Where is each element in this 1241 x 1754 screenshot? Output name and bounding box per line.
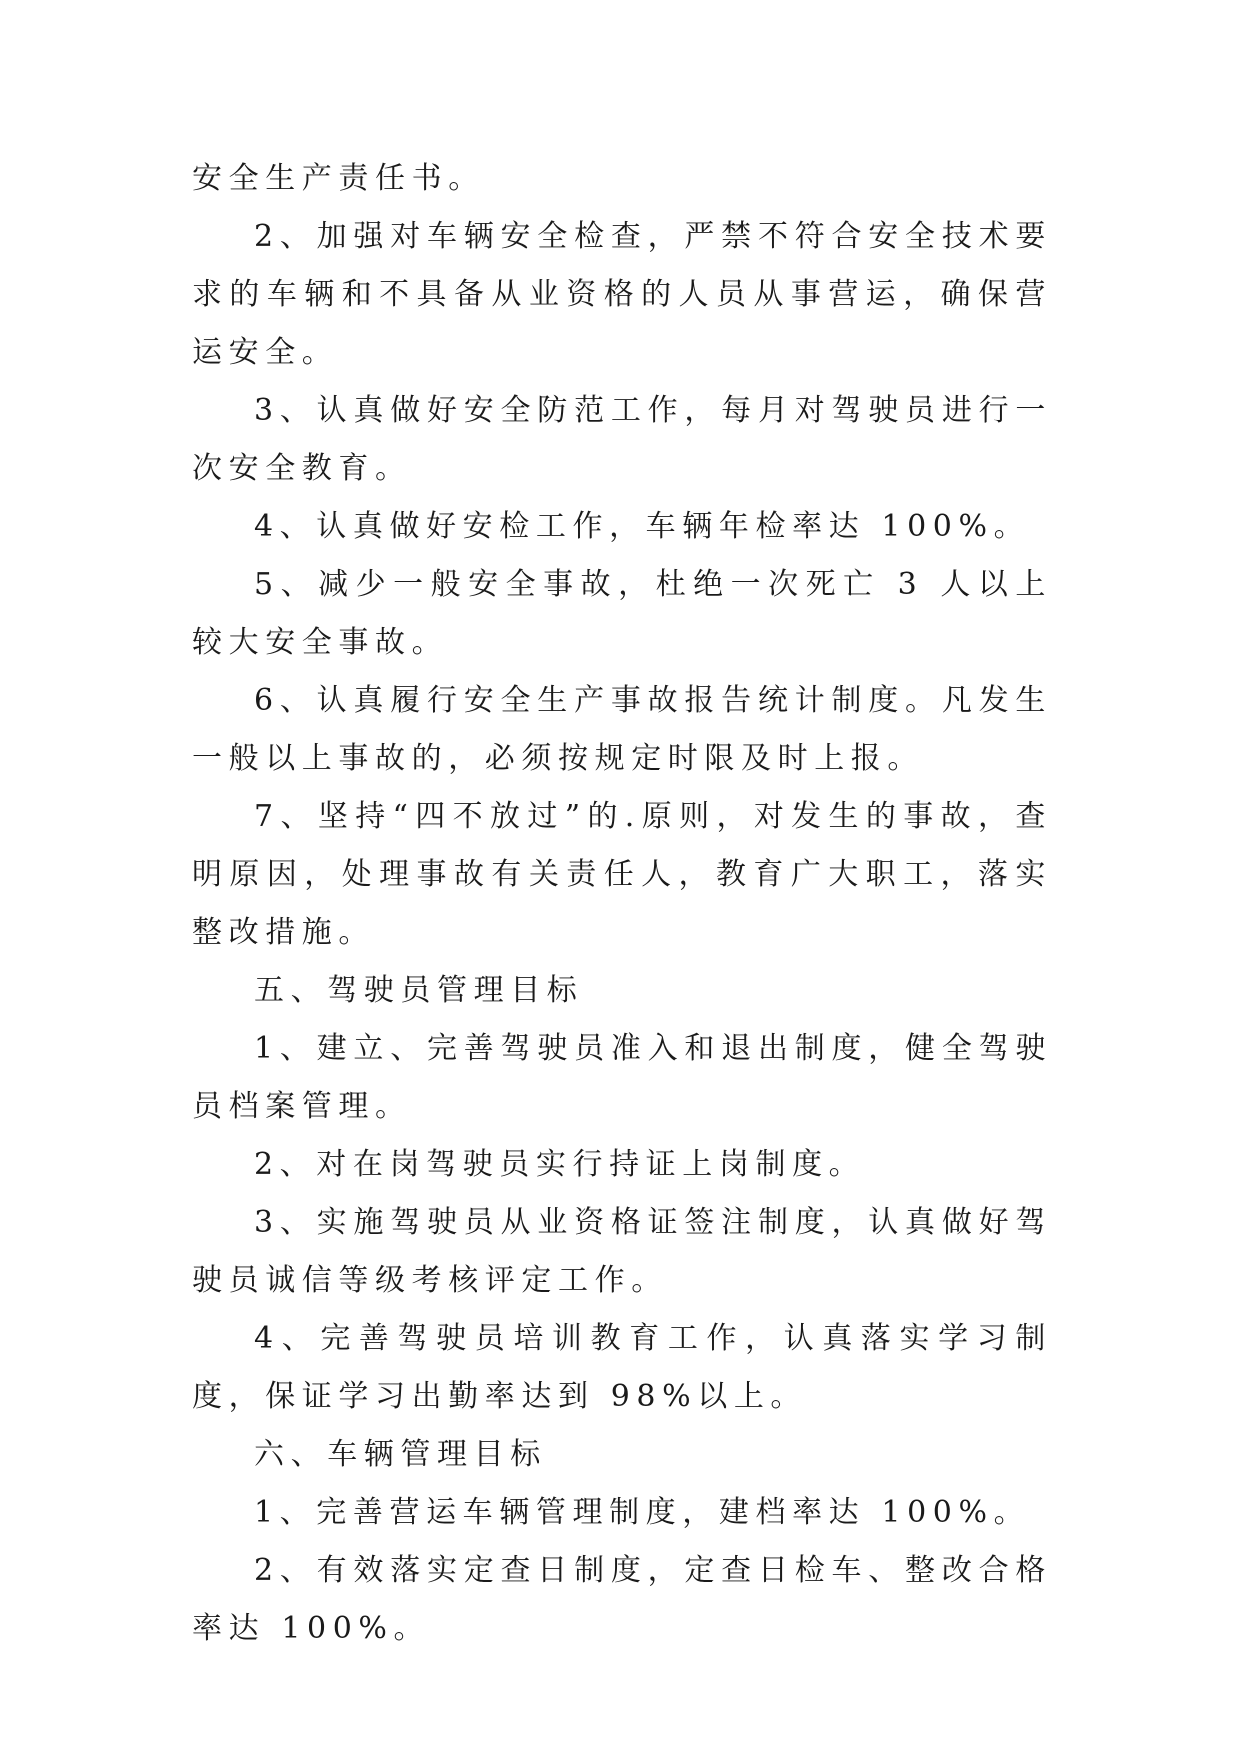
paragraph-item: 3、实施驾驶员从业资格证签注制度，认真做好驾驶员诚信等级考核评定工作。 <box>192 1205 1052 1298</box>
paragraph-item: 1、建立、完善驾驶员准入和退出制度，健全驾驶员档案管理。 <box>192 1031 1052 1124</box>
paragraph-item: 1、完善营运车辆管理制度，建档率达 100%。 <box>254 1495 1031 1530</box>
paragraph-item: 6、认真履行安全生产事故报告统计制度。凡发生一般以上事故的，必须按规定时限及时上报。 <box>192 683 1052 776</box>
paragraph-item: 2、加强对车辆安全检查，严禁不符合安全技术要求的车辆和不具备从业资格的人员从事营运，确保营运安全。 <box>192 219 1052 370</box>
paragraph-item: 3、认真做好安全防范工作，每月对驾驶员进行一次安全教育。 <box>192 393 1052 486</box>
document-page <box>192 150 1052 1658</box>
paragraph-continuation: 安全生产责任书。 <box>192 161 485 196</box>
paragraph-item: 4、完善驾驶员培训教育工作，认真落实学习制度，保证学习出勤率达到 98%以上。 <box>192 1321 1052 1414</box>
paragraph-item: 7、坚持“四不放过”的.原则，对发生的事故，查明原因，处理事故有关责任人，教育广大职工，落实整改措施。 <box>192 799 1052 950</box>
paragraph-item: 4、认真做好安检工作，车辆年检率达 100%。 <box>254 509 1031 544</box>
paragraph-item: 2、有效落实定查日制度，定查日检车、整改合格率达 100%。 <box>192 1553 1052 1646</box>
paragraph-item: 5、减少一般安全事故，杜绝一次死亡 3 人以上较大安全事故。 <box>192 567 1052 660</box>
section-heading: 五、驾驶员管理目标 <box>254 973 584 1008</box>
paragraph-item: 2、对在岗驾驶员实行持证上岗制度。 <box>254 1147 866 1182</box>
section-heading: 六、车辆管理目标 <box>254 1437 547 1472</box>
